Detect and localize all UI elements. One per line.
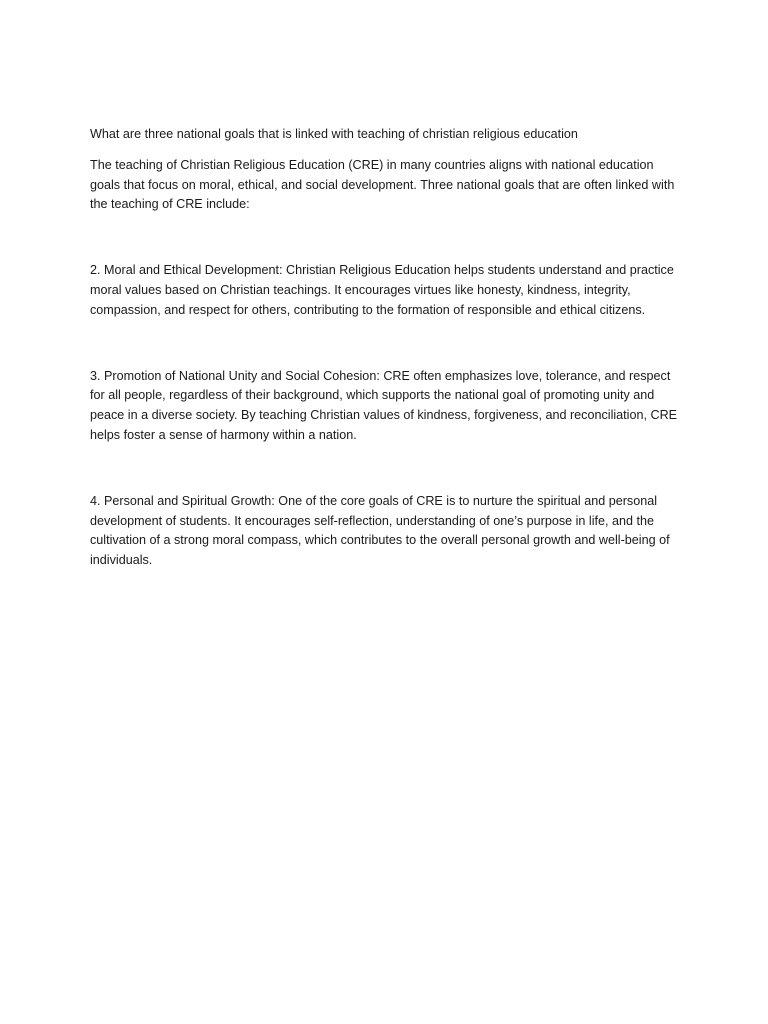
goal-paragraph-moral-ethical: 2. Moral and Ethical Development: Christian Religious Education helps students understand and practice moral values based on Christian teachings. It encourages virtues like honesty, kindness, integrity, compassion, and respect for others, contributing to the formation of responsible and ethical citizens. [90, 263, 674, 317]
goal-paragraph-spiritual-growth: 4. Personal and Spiritual Growth: One of the core goals of CRE is to nurture the spiritual and personal development of students. It encourages self-reflection, understanding of one’s purpose in life, and the cultivation of a strong moral compass, which contributes to the overall personal growth and well-being of individuals. [90, 493, 670, 568]
question-heading: What are three national goals that is linked with teaching of christian religious education [90, 127, 578, 141]
document-body [90, 125, 682, 571]
intro-paragraph: The teaching of Christian Religious Education (CRE) in many countries aligns with national education goals that focus on moral, ethical, and social development. Three national goals that are often linked with the teaching of CRE include: [90, 157, 675, 212]
goal-paragraph-national-unity: 3. Promotion of National Unity and Social Cohesion: CRE often emphasizes love, tolerance, and respect for all people, regardless of their background, which supports the national goal of promoting unity and peace in a diverse society. By teaching Christian values of kindness, forgiveness, and reconciliation, CRE helps foster a sense of harmony within a nation. [90, 368, 678, 442]
